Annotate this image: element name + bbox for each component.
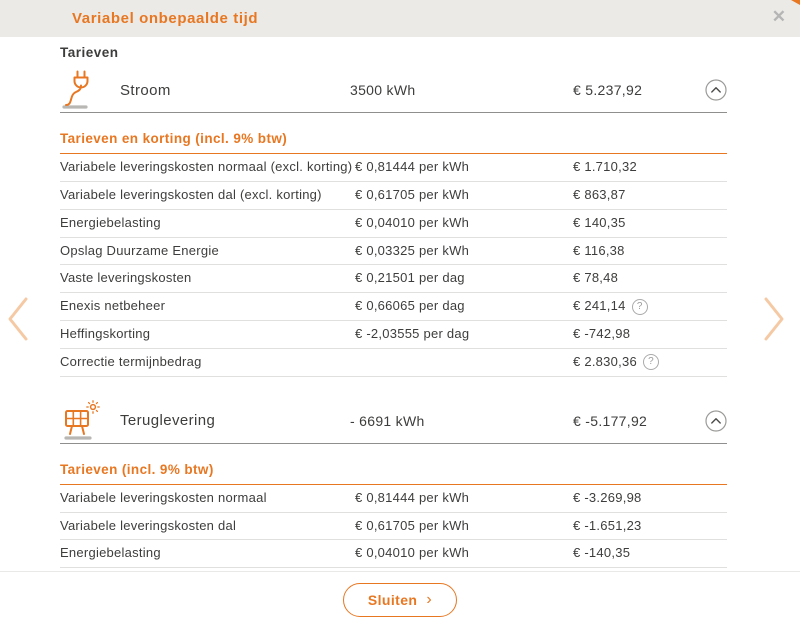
page-corner-accent bbox=[791, 0, 800, 5]
tariff-row-rate: € 0,61705 per kWh bbox=[355, 186, 470, 202]
tariff-row-amount bbox=[573, 186, 727, 205]
tariff-row-amount-value: € -140,35 bbox=[573, 545, 631, 561]
tariff-row-rate: € 0,81444 per kWh bbox=[355, 159, 470, 174]
tariff-row-label: Variabele leveringskosten normaal bbox=[60, 489, 267, 505]
modal-header bbox=[0, 0, 800, 37]
tariff-row-label: Energiebelasting bbox=[60, 545, 161, 561]
tariff-row-amount bbox=[573, 517, 727, 536]
close-modal-label: Sluiten bbox=[367, 592, 418, 608]
tariff-row-amount-value: € 140,35 bbox=[573, 214, 626, 230]
tariff-row-amount-value: € 1.710,32 bbox=[573, 159, 637, 174]
tariff-row-amount-value: € 116,38 bbox=[573, 242, 625, 258]
product-name: Teruglevering bbox=[120, 412, 216, 430]
tariff-row-amount bbox=[573, 353, 727, 372]
tariff-row-amount-value: € 863,87 bbox=[573, 186, 626, 202]
modal-body bbox=[60, 37, 727, 597]
tariff-row-rate: € 0,66065 per dag bbox=[355, 298, 465, 314]
tariff-row-amount bbox=[573, 158, 727, 177]
tariff-row-label: Variabele leveringskosten dal (excl. korting) bbox=[60, 186, 322, 202]
tariff-row-rate: € 0,81444 per kWh bbox=[355, 489, 470, 505]
prev-arrow-icon[interactable] bbox=[6, 296, 30, 345]
tariff-row-amount bbox=[573, 297, 727, 316]
tariff-row-rate: € 0,21501 per dag bbox=[355, 270, 465, 286]
tariff-row bbox=[60, 485, 727, 513]
tariff-row bbox=[60, 265, 727, 293]
close-icon[interactable]: ✕ bbox=[768, 6, 790, 27]
modal-footer bbox=[0, 571, 800, 628]
close-modal-button[interactable] bbox=[343, 583, 457, 617]
tariff-row bbox=[60, 154, 727, 182]
tariff-row-amount-value: € -3.269,98 bbox=[573, 489, 642, 505]
tariff-row-rate: € -2,03555 per dag bbox=[355, 326, 470, 342]
product-section bbox=[60, 68, 727, 377]
tariff-row-amount bbox=[573, 242, 727, 261]
tariff-row-amount bbox=[573, 489, 727, 508]
collapse-toggle-icon[interactable] bbox=[705, 79, 727, 101]
product-summary-row bbox=[60, 68, 727, 113]
tariff-row-rate: € 0,04010 per kWh bbox=[355, 214, 470, 230]
tariff-row bbox=[60, 210, 727, 238]
tariff-row-amount-value: € 2.830,36 bbox=[573, 353, 637, 369]
tariff-row bbox=[60, 540, 727, 568]
help-icon[interactable]: ? bbox=[643, 354, 659, 370]
tariff-table bbox=[60, 154, 727, 377]
tariff-row-label: Vaste leveringskosten bbox=[60, 270, 192, 286]
tariff-group-title: Tarieven (incl. 9% btw) bbox=[60, 462, 727, 485]
tariff-row-label: Correctie termijnbedrag bbox=[60, 353, 202, 369]
tariff-row-amount bbox=[573, 544, 727, 563]
tariff-row bbox=[60, 349, 727, 377]
product-name: Stroom bbox=[120, 81, 171, 99]
chevron-right-icon: › bbox=[426, 591, 433, 608]
collapse-toggle-icon[interactable] bbox=[705, 410, 727, 432]
tariff-row bbox=[60, 513, 727, 541]
tariff-row-amount bbox=[573, 325, 727, 344]
tariff-row bbox=[60, 238, 727, 266]
tariff-row-label: Enexis netbeheer bbox=[60, 298, 166, 314]
tariff-row bbox=[60, 321, 727, 349]
next-arrow-icon[interactable] bbox=[762, 296, 786, 345]
tariff-row-rate: € 0,61705 per kWh bbox=[355, 517, 470, 533]
tariffs-heading: Tarieven bbox=[60, 45, 119, 60]
product-section bbox=[60, 399, 727, 597]
tariff-row-label: Variabele leveringskosten dal bbox=[60, 517, 237, 533]
tariff-row-amount-value: € -742,98 bbox=[573, 326, 631, 342]
solar-panel-icon bbox=[60, 400, 120, 442]
tariff-group-title: Tarieven en korting (incl. 9% btw) bbox=[60, 131, 727, 154]
tariff-row-label: Opslag Duurzame Energie bbox=[60, 242, 219, 258]
product-list bbox=[60, 68, 727, 597]
help-icon[interactable]: ? bbox=[632, 299, 648, 315]
product-summary-row bbox=[60, 399, 727, 444]
tariff-row-amount bbox=[573, 269, 727, 288]
tariff-row-amount bbox=[573, 214, 727, 233]
modal-title: Variabel onbepaalde tijd bbox=[72, 10, 259, 27]
product-amount: € -5.177,92 bbox=[573, 412, 648, 429]
tariff-row-amount-value: € 241,14 bbox=[573, 298, 626, 314]
tariff-row-rate: € 0,03325 per kWh bbox=[355, 242, 470, 258]
tariff-row bbox=[60, 293, 727, 321]
product-amount: € 5.237,92 bbox=[573, 82, 643, 98]
tariff-row-amount-value: € -1.651,23 bbox=[573, 517, 642, 533]
product-usage: - 6691 kWh bbox=[350, 412, 425, 429]
tariff-row-label: Variabele leveringskosten normaal (excl. korting) bbox=[60, 159, 353, 174]
product-usage: 3500 kWh bbox=[350, 82, 416, 98]
tariff-row-label: Heffingskorting bbox=[60, 326, 151, 342]
tariff-row-rate: € 0,04010 per kWh bbox=[355, 545, 470, 561]
power-plug-icon bbox=[60, 69, 120, 111]
tariff-row-label: Energiebelasting bbox=[60, 214, 161, 230]
tariff-row-amount-value: € 78,48 bbox=[573, 270, 619, 286]
tariff-row bbox=[60, 182, 727, 210]
